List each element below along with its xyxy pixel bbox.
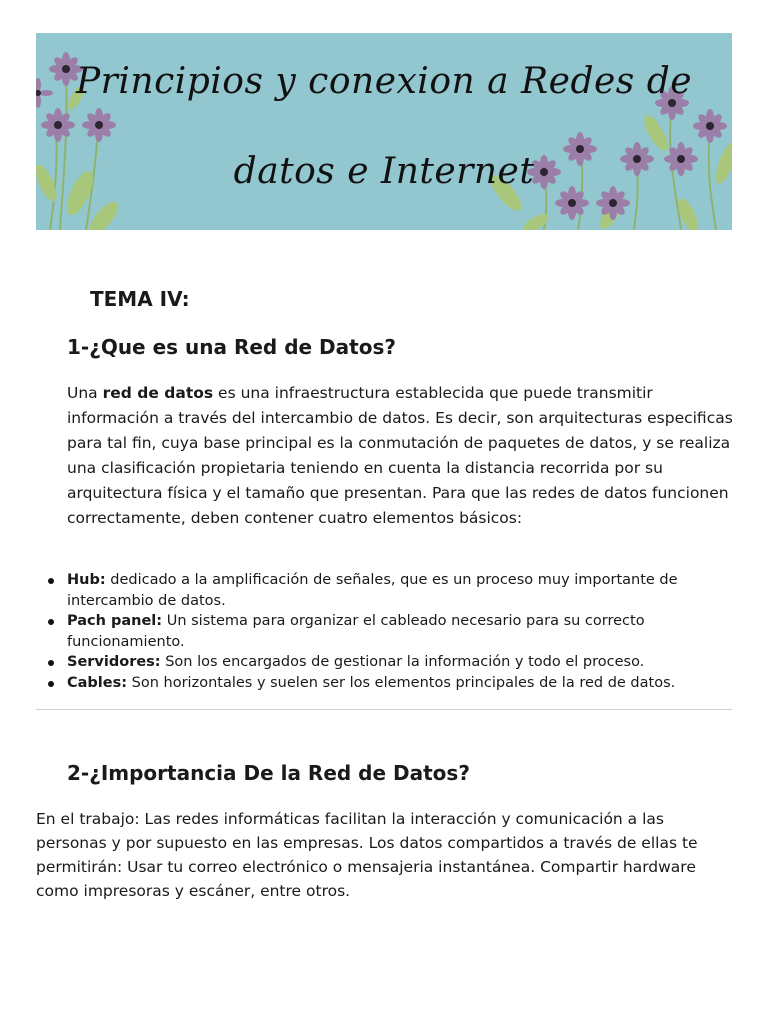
list-item bbox=[67, 652, 727, 673]
tema-heading: TEMA IV: bbox=[90, 287, 190, 311]
section2-heading: 2-¿Importancia De la Red de Datos? bbox=[67, 761, 470, 785]
section2-paragraph: En el trabajo: Las redes informáticas facilitan la interacción y comunicación a las personas y por supuesto en las empresas. Los datos compartidos a través de ellas te permitirán: Usar tu correo electrónico o mensajeria instantánea. Compartir hardware como impresoras y escáner, entre otros. bbox=[36, 810, 698, 900]
list-item bbox=[67, 673, 727, 694]
section1-heading: 1-¿Que es una Red de Datos? bbox=[67, 335, 396, 359]
list-item-term: Cables: bbox=[67, 674, 128, 691]
list-item-text: dedicado a la amplificación de señales, que es un proceso muy importante de intercambio de datos. bbox=[67, 572, 678, 609]
list-item-term: Hub: bbox=[67, 572, 106, 588]
list-item-term: Pach panel: bbox=[67, 613, 163, 629]
section1-paragraph bbox=[67, 381, 737, 531]
banner-title-line2: datos e Internet bbox=[233, 151, 535, 192]
list-item-text: Son horizontales y suelen ser los elementos principales de la red de datos. bbox=[127, 674, 676, 691]
intro-rest: es una infraestructura establecida que puede transmitir información a través del intercambio de datos. Es decir, son arquitecturas especificas para tal fin, cuya base principal es la conmutación de paquetes de datos, y se realiza una clasificación propietaria teniendo en cuenta la distancia recorrida por su arquitectura física y el tamaño que presentan. Para que las redes de datos funcionen correctamente, deben contener cuatro elementos básicos: bbox=[67, 384, 733, 527]
list-item bbox=[67, 570, 727, 611]
list-item-term: Servidores: bbox=[67, 654, 161, 670]
intro-prefix: Una bbox=[67, 384, 103, 402]
header-banner bbox=[36, 33, 732, 230]
section-divider bbox=[36, 709, 732, 710]
elements-list bbox=[67, 570, 727, 693]
list-item-text: Son los encargados de gestionar la información y todo el proceso. bbox=[160, 654, 645, 670]
list-item-text: Un sistema para organizar el cableado necesario para su correcto funcionamiento. bbox=[67, 613, 645, 650]
intro-bold-term: red de datos bbox=[102, 384, 214, 402]
list-item bbox=[67, 611, 727, 652]
banner-title-line1: Principios y conexion a Redes de bbox=[75, 61, 693, 102]
